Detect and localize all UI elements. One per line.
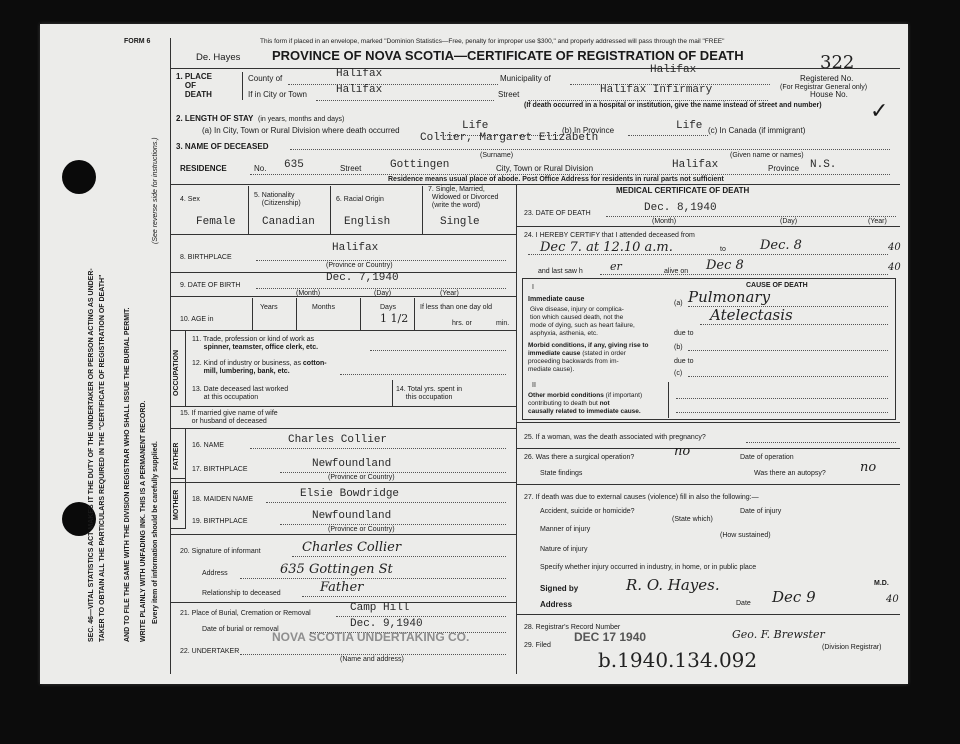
cause-title: CAUSE OF DEATH — [746, 282, 808, 289]
cause-c-line — [688, 376, 888, 377]
punch-hole-top — [62, 160, 96, 194]
deceased-line — [290, 149, 890, 150]
age-label: 10. AGE in — [180, 316, 214, 323]
stay-city-label: (a) In City, Town or Rural Division where death occurred — [202, 126, 400, 135]
mother-name: Elsie Bowdridge — [300, 488, 400, 500]
residence-no: 635 — [284, 159, 304, 171]
county-label: County of — [248, 74, 283, 83]
cause-a2: Atelectasis — [710, 306, 793, 324]
other-line-2 — [676, 412, 888, 413]
death-certificate — [40, 24, 908, 684]
deceased-name: Collier, Margaret Elizabeth — [420, 132, 599, 144]
marital-value: Single — [440, 216, 480, 228]
residence-city: Halifax — [672, 159, 719, 171]
personal-div-3 — [422, 186, 423, 234]
attended-to-label: to — [720, 246, 726, 253]
relationship-line — [302, 596, 506, 597]
less-than-day: If less than one day old — [420, 304, 492, 311]
father-province-hint: (Province or Country) — [328, 474, 395, 481]
cause-div — [668, 382, 669, 418]
father-name: Charles Collier — [288, 434, 388, 446]
alive-year: 40 — [888, 262, 901, 273]
residence-province: N.S. — [810, 159, 837, 171]
autopsy-label: Was there an autopsy? — [754, 470, 826, 477]
cause-roman: I — [532, 284, 534, 291]
how-sustained: (How sustained) — [720, 532, 771, 539]
rule-q26 — [516, 448, 900, 449]
municipality-value: Halifax — [650, 64, 697, 76]
mother-birthplace-label: 19. BIRTHPLACE — [192, 518, 248, 525]
father-side-label: FATHER — [173, 442, 180, 470]
attended-line — [528, 254, 888, 255]
immediate-desc: Give disease, injury or complica- tion which caused death, not the mode of dying, such as heart failure, asphyxia, asthenia, etc. — [530, 306, 635, 337]
father-birthplace: Newfoundland — [312, 458, 392, 470]
specify-label: Specify whether injury occurred in industry, in home, or in public place — [540, 564, 757, 571]
relationship-label: Relationship to deceased — [202, 590, 281, 597]
rule-personal-bottom — [170, 234, 516, 235]
burial-place: Camp Hill — [350, 602, 410, 614]
given-hint: (Given name or names) — [730, 152, 804, 159]
dob-line — [256, 288, 506, 289]
death-date-line — [606, 216, 896, 217]
med-address-label: Address — [540, 600, 573, 609]
attended-year: 40 — [888, 242, 901, 253]
occupation-date-last: 13. Date deceased last worked at this occupation — [192, 386, 289, 401]
death-month-hint: (Month) — [652, 218, 677, 225]
registrar-signature: Geo. F. Brewster — [732, 628, 825, 641]
death-date: Dec. 8,1940 — [644, 202, 717, 214]
mother-birthplace-line — [280, 524, 506, 525]
place-bracket — [242, 72, 243, 100]
mother-name-line — [266, 502, 506, 503]
place-label: 1. PLACE OF DEATH — [176, 72, 213, 99]
mother-side-label: MOTHER — [173, 489, 180, 520]
cause-a2-line — [700, 324, 888, 325]
burial-place-label: 21. Place of Burial, Cremation or Removal — [180, 610, 311, 617]
other-label: Other morbid conditions (if important) contributing to death but not causally related to immediate cause. — [528, 392, 643, 415]
date-injury-label: Date of injury — [740, 508, 782, 515]
residence-street-label: Street — [340, 164, 362, 173]
relationship-value: Father — [320, 580, 364, 595]
occupation-industry: 12. Kind of industry or business, as cotton- mill, lumbering, bank, etc. — [192, 360, 327, 375]
date-op-label: Date of operation — [740, 454, 794, 461]
q25-line — [746, 442, 896, 443]
rule-mother — [170, 534, 516, 535]
burial-date: Dec. 9,1940 — [350, 618, 423, 630]
registered-label: Registered No. — [800, 74, 854, 83]
last-saw-suffix: er — [610, 260, 622, 273]
city-value: Halifax — [336, 84, 383, 96]
findings-label: State findings — [540, 470, 583, 477]
age-years-label: Years — [260, 304, 278, 311]
father-name-label: 16. NAME — [192, 442, 224, 449]
dob-day-hint: (Day) — [374, 290, 392, 297]
personal-div-2 — [330, 186, 331, 234]
medical-title: MEDICAL CERTIFICATE OF DEATH — [616, 186, 750, 195]
residence-label: RESIDENCE — [180, 164, 227, 173]
county-line — [288, 84, 498, 85]
undertaker-hint: (Name and address) — [340, 656, 404, 663]
street-label: Street — [498, 90, 520, 99]
morbid-label: Morbid conditions, if any, giving rise to immediate cause (stated in order proceeding backwards from im- mediate cause). — [528, 342, 649, 373]
cause-a: Pulmonary — [688, 288, 771, 306]
residence-city-label: City, Town or Rural Division — [496, 164, 594, 173]
mother-province-hint: (Province or Country) — [328, 526, 395, 533]
rule-personal-top — [170, 184, 900, 185]
state-which: (State which) — [672, 516, 713, 523]
rule-middle — [516, 184, 517, 674]
trade-line — [370, 350, 506, 351]
rule-q25 — [516, 422, 900, 423]
death-day-hint: (Day) — [780, 218, 798, 225]
sidebar-text-2: TAKER TO OBTAIN ALL THE PARTICULARS REQUIRED IN THE "CERTIFICATE OF REGISTRATION OF DEATH" — [99, 274, 106, 642]
stay-sub: (in years, months and days) — [258, 116, 345, 123]
q29: 29. Filed — [524, 642, 551, 649]
nature-label: Nature of injury — [540, 546, 588, 553]
spouse-label: 15. If married give name of wife or husband of deceased — [180, 410, 278, 425]
dob-year-hint: (Year) — [440, 290, 459, 297]
stay-province-label: (b) In Province — [562, 126, 615, 135]
alive-on: Dec 8 — [706, 258, 744, 273]
informant-label: 20. Signature of informant — [180, 548, 261, 555]
informant-address-label: Address — [202, 570, 228, 577]
deceased-label: 3. NAME OF DECEASED — [176, 142, 269, 151]
rule-death-date — [516, 226, 900, 227]
residence-line — [250, 174, 890, 175]
q28: 28. Registrar's Record Number — [524, 624, 621, 631]
filed-stamp: DEC 17 1940 — [574, 630, 647, 644]
age-div-2 — [296, 298, 297, 330]
county-value: Halifax — [336, 68, 383, 80]
informant-address: 635 Gottingen St — [280, 562, 393, 577]
age-div-4 — [414, 298, 415, 330]
informant-signature: Charles Collier — [302, 540, 402, 555]
dob-label: 9. DATE OF BIRTH — [180, 282, 241, 289]
min-label: min. — [496, 320, 510, 327]
occupation-total: 14. Total yrs. spent in this occupation — [396, 386, 463, 401]
undertaker-stamp: NOVA SCOTIA UNDERTAKING CO. — [272, 630, 470, 644]
sidebar-text-4: WRITE PLAINLY WITH UNFADING INK. THIS IS A PERMANENT RECORD. — [140, 400, 147, 642]
sex-label: 4. Sex — [180, 196, 200, 203]
q25: 25. If a woman, was the death associated with pregnancy? — [524, 434, 706, 441]
sidebar-text-3: AND TO FILE THE SAME WITH THE DIVISION REGISTRAR WHO SHALL ISSUE THE BURIAL PERMIT. — [124, 307, 131, 642]
burial-date-label: Date of burial or removal — [202, 626, 279, 633]
md-label: M.D. — [874, 580, 889, 587]
municipality-label: Municipality of — [500, 74, 551, 83]
due-to-2: due to — [674, 358, 694, 365]
registration-number: 322 — [820, 52, 855, 73]
undertaker-line — [240, 654, 506, 655]
birthplace-hint: (Province or Country) — [326, 262, 393, 269]
city-line — [316, 100, 494, 101]
certify-label: 24. I HEREBY CERTIFY that I attended deceased from — [524, 232, 695, 239]
mother-name-label: 18. MAIDEN NAME — [192, 496, 254, 503]
sidebar-text-5: Every item of information should be carefully supplied. — [152, 441, 159, 624]
origin-value: English — [344, 216, 391, 228]
undertaker-label: 22. UNDERTAKER — [180, 648, 240, 655]
residence-street: Gottingen — [390, 159, 450, 171]
rule-q27 — [516, 484, 900, 485]
attended-to: Dec. 8 — [760, 238, 802, 253]
dob-month-hint: (Month) — [296, 290, 321, 297]
street-line — [528, 100, 768, 101]
age-div-1 — [252, 298, 253, 330]
death-year-hint: (Year) — [868, 218, 887, 225]
reference-number: b.1940.134.092 — [598, 648, 758, 672]
immediate-label: Immediate cause — [528, 296, 585, 303]
rule-informant — [170, 602, 516, 603]
rule-dob — [170, 296, 516, 297]
accident-label: Accident, suicide or homicide? — [540, 508, 635, 515]
operation-value: no — [674, 444, 691, 459]
sidebar-text-1: SEC. 46—VITAL STATISTICS ACT MAKES IT THE DUTY OF THE UNDERTAKER OR PERSON ACTING AS UNDER- — [88, 268, 95, 642]
burial-place-line — [336, 616, 506, 617]
father-birthplace-line — [280, 472, 506, 473]
signed-label: Signed by — [540, 584, 579, 593]
rule-father — [170, 482, 516, 483]
residence-no-label: No. — [254, 164, 267, 173]
hrs-label: hrs. or — [452, 320, 472, 327]
sidebar-text-6: (See reverse side for instructions.) — [152, 137, 159, 244]
autopsy-value: no — [860, 460, 877, 475]
q26: 26. Was there a surgical operation? — [524, 454, 635, 461]
rule-header — [170, 68, 900, 69]
rule-spouse — [170, 428, 516, 429]
nationality-value: Canadian — [262, 216, 315, 228]
q27: 27. If death was due to external causes (violence) fill in also the following:— — [524, 494, 759, 501]
occupation-side-label: OCCUPATION — [173, 349, 180, 396]
nationality-label: 5. Nationality (Citizenship) — [254, 192, 301, 207]
father-birthplace-label: 17. BIRTHPLACE — [192, 466, 248, 473]
due-to-1: due to — [674, 330, 694, 337]
informant-line — [292, 556, 506, 557]
signed-by: R. O. Hayes. — [626, 576, 720, 594]
stay-city-value: Life — [462, 120, 489, 132]
industry-line — [340, 374, 506, 375]
death-date-label: 23. DATE OF DEATH — [524, 210, 591, 217]
rule-age — [170, 330, 516, 331]
birthplace-line — [256, 260, 506, 261]
city-label: If in City or Town — [248, 90, 307, 99]
age-div-3 — [360, 298, 361, 330]
alive-on-label: alive on — [664, 268, 689, 275]
street-value: Halifax Infirmary — [600, 84, 713, 96]
envelope-note: This form if placed in an envelope, marked "Dominion Statistics—Free, penalty for improper use $300," and properly addressed will pass through the mail "FREE" — [260, 38, 725, 45]
form-number: FORM 6 — [124, 38, 151, 45]
birthplace-label: 8. BIRTHPLACE — [180, 254, 232, 261]
certificate-title: PROVINCE OF NOVA SCOTIA—CERTIFICATE OF REGISTRATION OF DEATH — [272, 48, 744, 63]
cause-b-label: (b) — [674, 344, 683, 351]
birthplace-value: Halifax — [332, 242, 379, 254]
residence-note: Residence means usual place of abode. Post Office Address for residents in rural parts not sufficient — [388, 176, 724, 183]
rule-occupation — [170, 406, 516, 407]
alive-line — [600, 274, 888, 275]
registrar-hint: (Division Registrar) — [822, 644, 882, 651]
personal-div-1 — [248, 186, 249, 234]
cause-b-line — [688, 350, 888, 351]
cause-roman-2: II — [532, 382, 536, 389]
last-saw-label: and last saw h — [538, 268, 583, 275]
stay-province-line — [628, 135, 708, 136]
marital-label: 7. Single, Married, Widowed or Divorced (write the word) — [428, 186, 499, 209]
date-signed: Dec 9 — [772, 588, 816, 606]
check-mark: ✓ — [870, 98, 889, 123]
age-days-label: Days — [380, 304, 396, 311]
informant-address-line — [240, 578, 506, 579]
age-days-value: 1 1/2 — [380, 312, 409, 325]
age-months-label: Months — [312, 304, 335, 311]
rule-signed — [516, 614, 900, 615]
date-signed-year: 40 — [886, 594, 899, 605]
other-line-1 — [676, 398, 888, 399]
sex-value: Female — [196, 216, 236, 228]
registrar-name: De. Hayes — [196, 52, 241, 63]
surname-hint: (Surname) — [480, 152, 514, 159]
cause-a-label: (a) — [674, 300, 683, 307]
cause-c-label: (c) — [674, 370, 683, 377]
stay-label: 2. LENGTH OF STAY — [176, 114, 254, 123]
attended-from: Dec 7. at 12.10 a.m. — [540, 240, 673, 255]
occupation-div — [392, 380, 393, 406]
dob-value: Dec. 7,1940 — [326, 272, 399, 284]
residence-province-label: Province — [768, 164, 800, 173]
hospital-note: (If death occurred in a hospital or institution, give the name instead of street and number) — [524, 102, 822, 109]
father-name-line — [250, 448, 506, 449]
mother-birthplace: Newfoundland — [312, 510, 392, 522]
stay-canada-label: (c) In Canada (if immigrant) — [708, 126, 806, 135]
origin-label: 6. Racial Origin — [336, 196, 384, 203]
occupation-trade: 11. Trade, profession or kind of work as spinner, teamster, office clerk, etc. — [192, 336, 319, 351]
med-date-label: Date — [736, 600, 751, 607]
house-label: House No. — [810, 90, 848, 99]
general-only-note: (For Registrar General only) — [780, 84, 868, 91]
manner-label: Manner of injury — [540, 526, 591, 533]
stay-province-value: Life — [676, 120, 703, 132]
